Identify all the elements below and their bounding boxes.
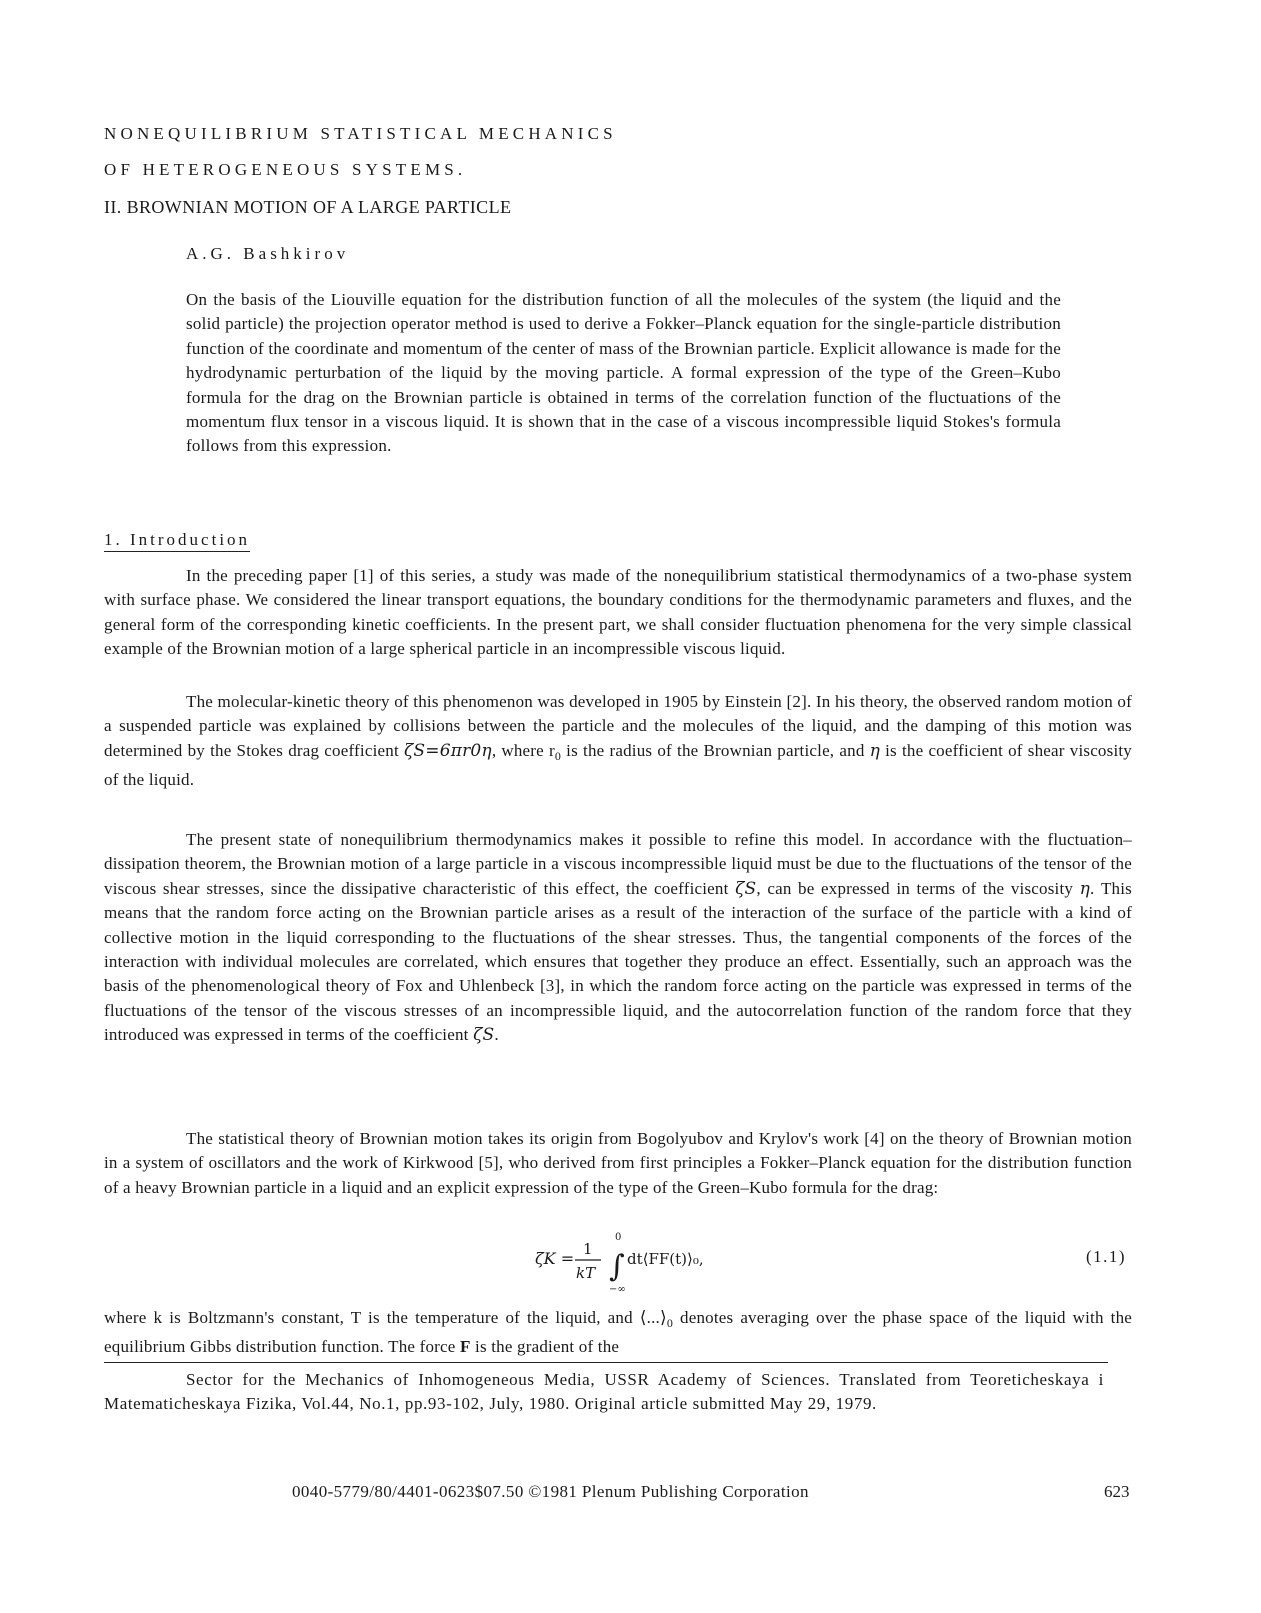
- paragraph-2-text-b: , where r: [491, 740, 555, 760]
- paragraph-5-text-a: where k is Boltzmann's constant, T is the temperature of the liquid, and ⟨...⟩: [104, 1308, 667, 1327]
- integral-sign: ∫: [609, 1249, 625, 1284]
- abstract: On the basis of the Liouville equation for the distribution function of all the molecules of the system (the liquid and the solid particle) the projection operator method is used to derive a Fokker–Planck equation for the single-particle distribution function of the coordinate and momentum of the center of mass of the Brownian particle. Explicit allowance is made for the hydrodynamic perturbation of the liquid by the moving particle. A formal expression of the type of the Green–Kubo formula for the drag on the Brownian particle is obtained in terms of the correlation function of the fluctuations of the momentum flux tensor in a viscous liquid. It is shown that in the case of a viscous incompressible liquid Stokes's formula follows from this expression.: [186, 290, 1061, 456]
- footnote: [104, 1368, 1104, 1417]
- paragraph-5: [104, 1306, 1132, 1360]
- subscript-zero: 0: [554, 748, 562, 763]
- eta-symbol: η: [869, 740, 881, 761]
- paragraph-3-text-b: , can be expressed in terms of the viscosity: [756, 878, 1080, 898]
- paragraph-1-text: In the preceding paper [1] of this series, a study was made of the nonequilibrium statistical thermodynamics of a two-phase system with surface phase. We considered the linear transport equations, the boundary conditions for the thermodynamic parameters and fluxes, and the general form of the corresponding kinetic coefficients. In the present part, we shall consider fluctuation phenomena for the very simple classical example of the Brownian motion of a large spherical particle in an incompressible viscous liquid.: [104, 566, 1132, 659]
- paragraph-4: [104, 1127, 1132, 1200]
- subscript-zero: 0: [666, 1316, 674, 1330]
- paragraph-3: [104, 828, 1132, 1048]
- paragraph-3-text-d: .: [494, 1025, 499, 1045]
- paragraph-2: [104, 690, 1132, 793]
- paragraph-1: [104, 564, 1132, 662]
- paragraph-2-text-c: is the radius of the Brownian particle, and: [561, 740, 870, 760]
- integral-upper-limit: 0: [615, 1232, 622, 1243]
- equation-denominator: kT: [576, 1264, 596, 1282]
- equation-number: (1.1): [1086, 1247, 1127, 1266]
- footnote-divider: [104, 1362, 1108, 1363]
- paragraph-5-text-c: is the gradient of the: [470, 1337, 620, 1357]
- title-line-3: II. BROWNIAN MOTION OF A LARGE PARTICLE: [104, 197, 512, 217]
- paragraph-4-text: The statistical theory of Brownian motion takes its origin from Bogolyubov and Krylov's work [4] on the theory of Brownian motion in a system of oscillators and the work of Kirkwood [5], who derived from first principles a Fokker–Planck equation for the distribution function of a heavy Brownian particle in a liquid and an explicit expression of the type of the Green–Kubo formula for the drag:: [104, 1129, 1132, 1197]
- paragraph-5-text-b: denotes averaging over the phase space of the liquid with the equilibrium Gibbs distribution function. The force: [104, 1308, 1133, 1357]
- section-heading: 1. Introduction: [104, 530, 250, 552]
- copyright-line: 0040-5779/80/4401-0623$07.50 ©1981 Plenum Publishing Corporation: [292, 1482, 809, 1501]
- paragraph-2-text-a: The molecular-kinetic theory of this phenomenon was developed in 1905 by Einstein [2]. In his theory, the observed random motion of a suspended particle was explained by collisions between the particle and the molecules of the liquid, and the damping of this motion was determined by the Stokes drag coefficient: [104, 692, 1132, 760]
- paragraph-2-text-d: is the coefficient of shear viscosity of the liquid.: [104, 740, 1132, 790]
- zeta-symbol: ζS: [473, 1025, 495, 1046]
- paragraph-3-text-a: The present state of nonequilibrium thermodynamics makes it possible to refine this model. In accordance with the fluctuation–dissipation theorem, the Brownian motion of a large particle in a viscous incompressible liquid must be due to the fluctuations of the tensor of the viscous shear stresses, since the dissipative characteristic of this effect, the coefficient: [104, 830, 1132, 898]
- stokes-formula: ζS=6πr0η: [403, 740, 492, 761]
- paragraph-3-text-c: . This means that the random force acting on the Brownian particle arises as a result of the interaction of the surface of the particle with a kind of collective motion in the liquid corresponding to the fluctuations of the shear stresses. Thus, the tangential components of the forces of the interaction with individual molecules are correlated, which ensures that together they produce an effect. Essentially, such an approach was the basis of the phenomenological theory of Fox and Uhlenbeck [3], in which the random force acting on the particle was expressed in terms of the fluctuations of the tensor of the viscous stresses of an incompressible liquid, and the autocorrelation function of the random force that they introduced was expressed in terms of the coefficient: [104, 878, 1132, 1045]
- title-line-1: NONEQUILIBRIUM STATISTICAL MECHANICS: [104, 124, 617, 143]
- force-symbol: F: [459, 1337, 471, 1357]
- equation-numerator: 1: [583, 1240, 593, 1258]
- author: A.G. Bashkirov: [186, 244, 350, 263]
- footnote-text: Sector for the Mechanics of Inhomogeneous Media, USSR Academy of Sciences. Translated from Teoreticheskaya i Matematicheskaya Fizika, Vol.44, No.1, pp.93-102, July, 1980. Original article submitted May 29, 1979.: [104, 1370, 1104, 1414]
- zeta-symbol: ζS: [735, 878, 757, 899]
- equation-lhs: ζK =: [535, 1249, 575, 1268]
- title-line-2: OF HETEROGENEOUS SYSTEMS.: [104, 160, 467, 179]
- page-number: 623: [1104, 1482, 1130, 1501]
- eta-symbol: η: [1079, 878, 1090, 899]
- integral-lower-limit: −∞: [609, 1284, 626, 1295]
- equation-1-1: [535, 1230, 735, 1302]
- equation-rhs: dt⟨FF(t)⟩₀,: [627, 1250, 704, 1268]
